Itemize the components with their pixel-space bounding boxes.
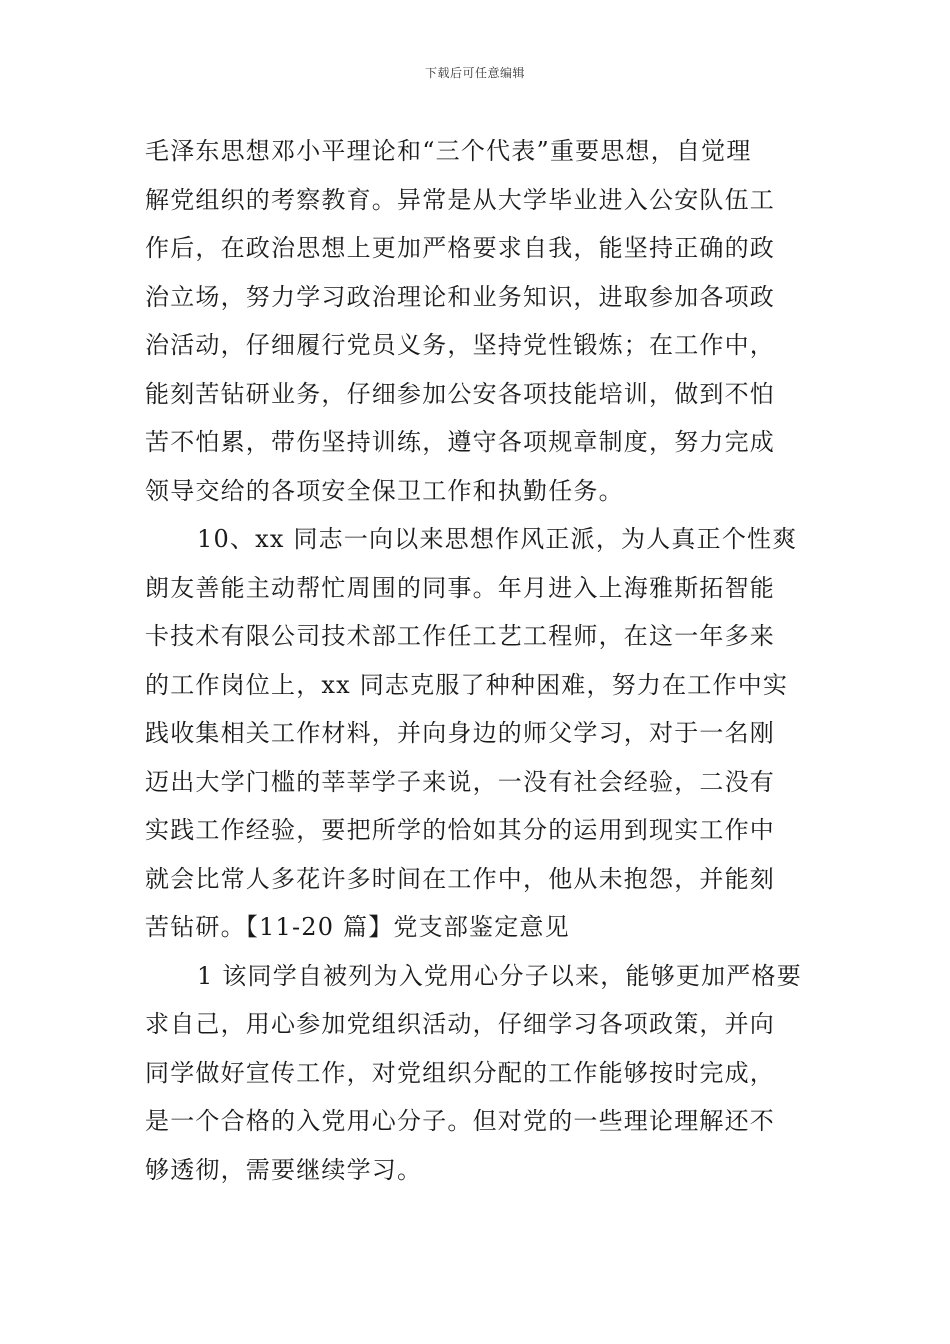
text-line: 朗友善能主动帮忙周围的同事。年月进入上海雅斯拓智能 <box>145 573 775 602</box>
text-line: 领导交给的各项安全保卫工作和执勤任务。 <box>145 476 624 505</box>
text-line: 毛泽东思想邓小平理论和“三个代表”重要思想，自觉理 <box>145 137 752 165</box>
text-line: 能刻苦钻研业务，仔细参加公安各项技能培训，做到不怕 <box>145 379 775 408</box>
paragraph-start-line: 10、xx 同志一向以来思想作风正派，为人真正个性爽 <box>197 525 798 553</box>
text-line: 解党组织的考察教育。异常是从大学毕业进入公安队伍工 <box>145 185 775 214</box>
page-header: 下载后可任意编辑 <box>424 66 525 80</box>
text-line: 就会比常人多花许多时间在工作中，他从未抱怨，并能刻 <box>145 864 775 893</box>
text-line: 同学做好宣传工作，对党组织分配的工作能够按时完成， <box>145 1058 775 1087</box>
text-line: 够透彻，需要继续学习。 <box>145 1155 423 1184</box>
text-line: 卡技术有限公司技术部工作任工艺工程师，在这一年多来 <box>145 622 775 650</box>
document-body <box>145 127 807 1194</box>
text-line: 践收集相关工作材料，并向身边的师父学习，对于一名刚 <box>145 719 775 747</box>
text-line: 苦不怕累，带伤坚持训练，遵守各项规章制度，努力完成 <box>145 428 775 456</box>
text-line: 求自己，用心参加党组织活动，仔细学习各项政策，并向 <box>145 1010 775 1038</box>
text-line: 治活动，仔细履行党员义务，坚持党性锻炼；在工作中， <box>145 331 775 359</box>
paragraph-start-line: 1 该同学自被列为入党用心分子以来，能够更加严格要 <box>197 961 802 990</box>
text-line: 苦钻研。【11-20 篇】党支部鉴定意见 <box>145 913 570 941</box>
text-line: 实践工作经验，要把所学的恰如其分的运用到现实工作中 <box>145 816 775 844</box>
text-line: 迈出大学门槛的莘莘学子来说，一没有社会经验，二没有 <box>145 767 775 796</box>
text-line: 作后，在政治思想上更加严格要求自我，能坚持正确的政 <box>145 234 775 262</box>
text-line: 治立场，努力学习政治理论和业务知识，进取参加各项政 <box>145 282 775 311</box>
text-line: 的工作岗位上，xx 同志克服了种种困难，努力在工作中实 <box>145 670 789 699</box>
text-line: 是一个合格的入党用心分子。但对党的一些理论理解还不 <box>145 1107 775 1135</box>
